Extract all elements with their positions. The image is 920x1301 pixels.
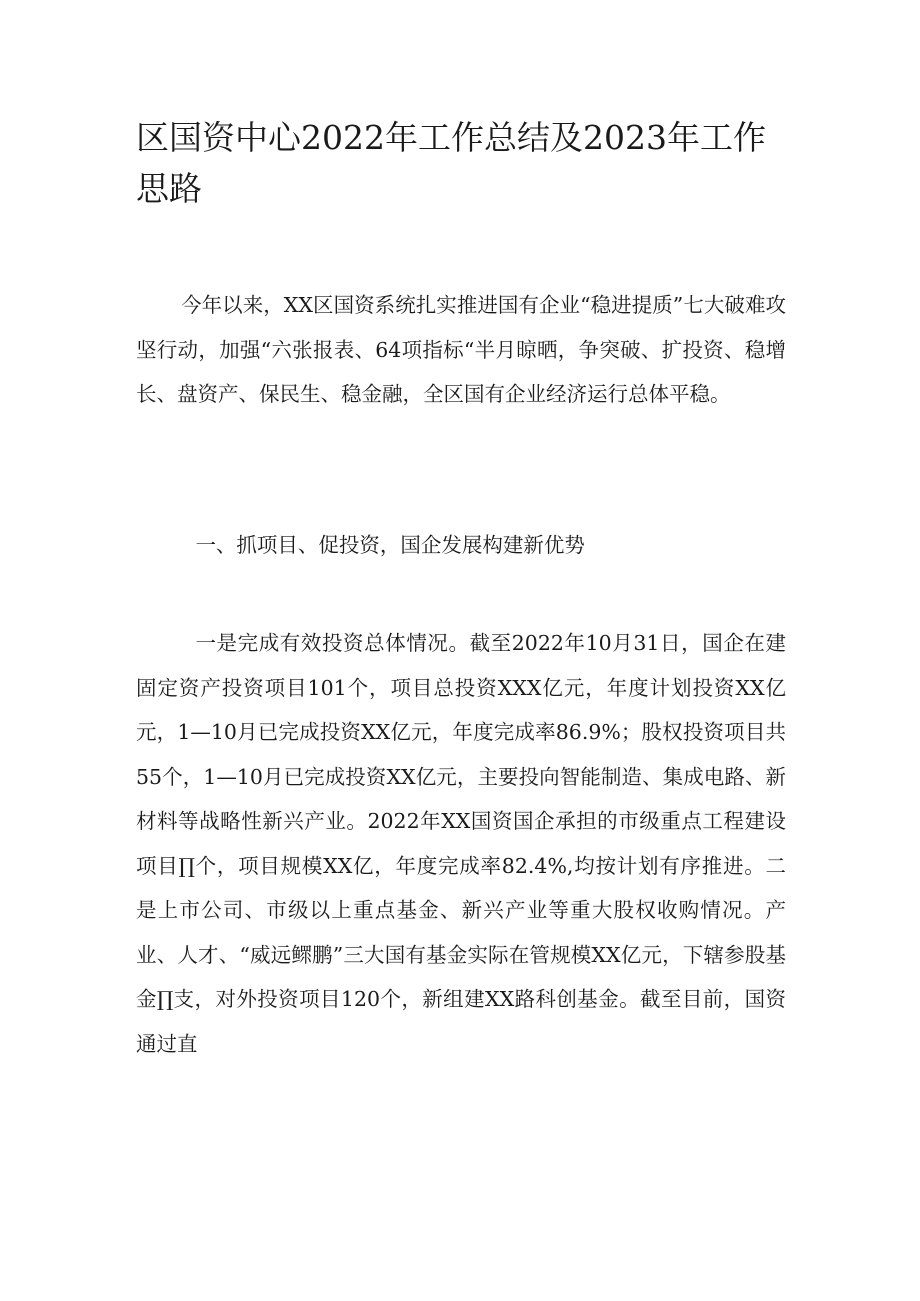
section-heading: 一、抓项目、促投资，国企发展构建新优势 xyxy=(195,533,585,557)
body-paragraph: 一是完成有效投资总体情况。截至2022年10月31日，国企在建固定资产投资项目101个，项目总投资XXX亿元，年度计划投资XX亿元，1—10月已完成投资XX亿元，年度完成率86.9%；股权投资项目共55个，1—10月已完成投资XX亿元，主要投向智能制造、集成电路、新材料等战略性新兴产业。2022年XX国资国企承担的市级重点工程建设项目∏个，项目规模XX亿，年度完成率82.4%,均按计划有序推进。二是上市公司、市级以上重点基金、新兴产业等重大股权收购情况。产业、人才、“威远鳏鹏”三大国有基金实际在管规模XX亿元，下辖参股基金∏支，对外投资项目120个，新组建XX路科创基金。截至目前，国资通过直 xyxy=(136,631,786,1056)
intro-paragraph: 今年以来，XX区国资系统扎实推进国有企业“稳进提质”七大破难攻坚行动，加强“六张报表、64项指标“半月晾晒，争突破、扩投资、稳增长、盘资产、保民生、稳金融，全区国有企业经济运行总体平稳。 xyxy=(136,293,786,406)
document-title: 区国资中心2022年工作总结及2023年工作思路 xyxy=(136,118,766,208)
